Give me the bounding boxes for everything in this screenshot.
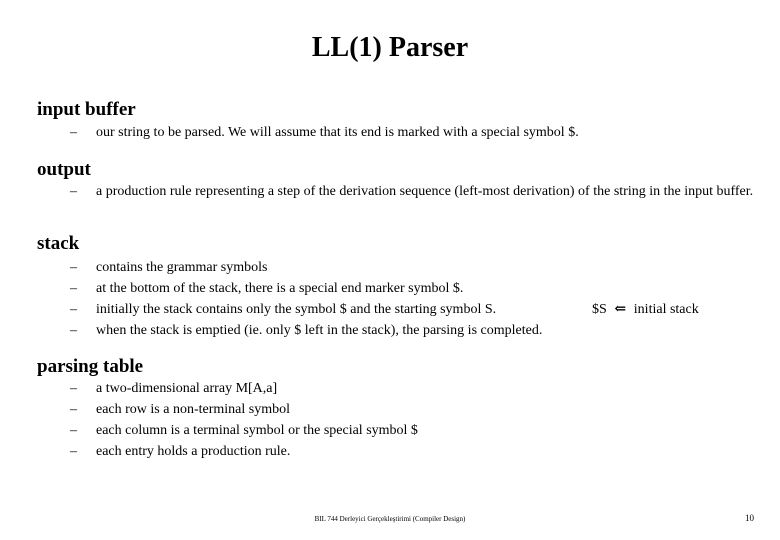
bullet-dash: – — [70, 302, 77, 317]
bullet-dash: – — [70, 381, 77, 396]
slide-title: LL(1) Parser — [311, 32, 469, 63]
bullet-text: each entry holds a production rule. — [96, 444, 291, 459]
heading-stack: stack — [37, 233, 80, 254]
left-arrow-icon: ⇐ — [614, 302, 627, 317]
initial-stack-note — [592, 301, 699, 319]
bullet-text: initially the stack contains only the symbol $ and the starting symbol S. — [96, 302, 497, 317]
heading-output: output — [37, 159, 91, 180]
note-text: initial stack — [633, 302, 699, 317]
bullet-text: each row is a non-terminal symbol — [96, 402, 291, 417]
bullet-dash: – — [70, 444, 77, 459]
bullet-dash: – — [70, 184, 77, 199]
bullet-text: a production rule representing a step of the derivation sequence (left-most derivation) of the string in the input buffer. — [96, 184, 754, 199]
heading-parsing-table: parsing table — [37, 356, 144, 377]
bullet-dash: – — [70, 402, 77, 417]
bullet-dash: – — [70, 281, 77, 296]
bullet-text: each column is a terminal symbol or the special symbol $ — [96, 423, 418, 438]
bullet-text: our string to be parsed. We will assume that its end is marked with a special symbol $. — [96, 125, 579, 140]
stack-symbol: $S — [592, 302, 607, 317]
bullet-text: at the bottom of the stack, there is a special end marker symbol $. — [96, 281, 464, 296]
bullet-text: a two-dimensional array M[A,a] — [96, 381, 278, 396]
bullet-dash: – — [70, 423, 77, 438]
page-number: 10 — [745, 513, 754, 523]
bullet-dash: – — [70, 260, 77, 275]
bullet-dash: – — [70, 125, 77, 140]
bullet-text: when the stack is emptied (ie. only $ left in the stack), the parsing is completed. — [96, 323, 543, 338]
footer: BIL 744 Derleyici Gerçekleştirimi (Compiler Design) — [314, 515, 466, 523]
bullet-text: contains the grammar symbols — [96, 260, 268, 275]
heading-input-buffer: input buffer — [37, 99, 136, 120]
bullet-dash: – — [70, 323, 77, 338]
